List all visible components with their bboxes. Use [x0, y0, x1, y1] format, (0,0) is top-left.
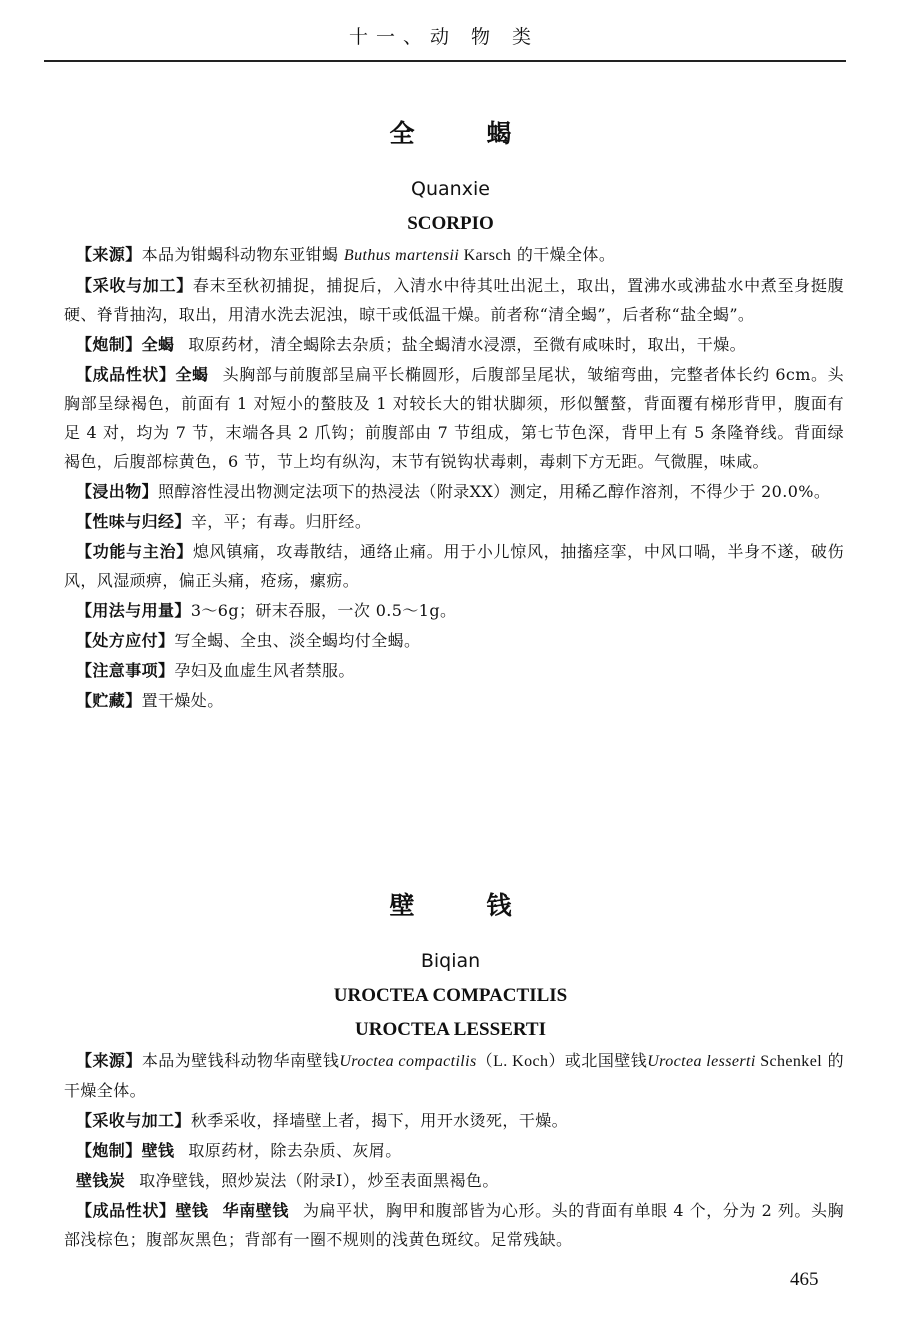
section-pinyin-quanxie: Quanxie	[411, 178, 490, 200]
entry-text: 本品为钳蝎科动物东亚钳蝎	[141, 245, 344, 264]
section-latin-quanxie: SCORPIO	[407, 213, 494, 234]
entry-label: 【注意事项】	[76, 661, 175, 680]
entry-carbonized	[64, 1166, 844, 1195]
entry-label: 【采收与加工】	[76, 276, 193, 295]
entry-label: 【炮制】壁钱	[76, 1141, 175, 1160]
section1-entries	[64, 240, 844, 716]
entry-label: 【来源】	[76, 1051, 142, 1070]
entry-function	[64, 537, 844, 595]
entry-text: （L. Koch）或北国壁钱	[476, 1053, 648, 1070]
entry-text: 取净壁钱，照炒炭法（附录Ⅰ），炒至表面黑褐色。	[139, 1171, 499, 1190]
section-pinyin-biqian: Biqian	[420, 950, 481, 972]
entry-properties	[64, 1196, 844, 1254]
entry-text: 本品为壁钱科动物华南壁钱	[141, 1051, 340, 1070]
entry-label: 【性味与归经】	[76, 512, 191, 531]
entry-text: 置干燥处。	[141, 691, 224, 710]
entry-label: 【贮藏】	[76, 691, 142, 710]
entry-prescription	[64, 626, 844, 655]
entry-harvest	[64, 271, 844, 329]
entry-sublabel: 华南壁钱	[222, 1201, 289, 1220]
species-name: Uroctea lesserti	[647, 1053, 756, 1070]
section-latin-biqian-2: UROCTEA LESSERTI	[355, 1019, 546, 1040]
species-author: Karsch	[459, 247, 512, 264]
entry-text: 取原药材，清全蝎除去杂质；盐全蝎清水浸漂，至微有咸味时，取出，干燥。	[188, 335, 747, 354]
entry-processing	[64, 330, 844, 359]
entry-usage	[64, 596, 844, 625]
entry-source	[64, 240, 844, 270]
entry-text: 写全蝎、全虫、淡全蝎均付全蝎。	[174, 631, 421, 650]
entry-caution	[64, 656, 844, 685]
section-title-quanxie: 全蝎	[389, 119, 584, 148]
entry-properties	[64, 360, 844, 476]
page-number: 465	[790, 1269, 819, 1290]
entry-text: 照醇溶性浸出物测定法项下的热浸法（附录ⅩⅩ）测定，用稀乙醇作溶剂，不得少于 20.0%。	[158, 482, 831, 501]
entry-processing	[64, 1136, 844, 1165]
entry-label: 【处方应付】	[76, 631, 175, 650]
entry-text: 秋季采收，择墙壁上者，揭下，用开水烫死，干燥。	[190, 1111, 569, 1130]
species-name: Buthus martensii	[343, 247, 460, 264]
entry-label: 【采收与加工】	[76, 1111, 191, 1130]
entry-harvest	[64, 1106, 844, 1135]
entry-text: 的干燥全体。	[64, 1051, 844, 1100]
section-title-biqian: 壁钱	[389, 891, 584, 920]
section2-entries	[64, 1046, 844, 1255]
entry-text: 取原药材，除去杂质、灰屑。	[188, 1141, 402, 1160]
entry-text: 为扁平状，胸甲和腹部皆为心形。头的背面有单眼 4 个，分为 2 列。头胸部浅棕色；腹部灰黑色；背部有一圈不规则的浅黄色斑纹。足常残缺。	[64, 1201, 844, 1249]
entry-label: 【浸出物】	[76, 482, 159, 501]
entry-taste	[64, 507, 844, 536]
running-header: 十一、动 物 类	[348, 26, 540, 48]
section-latin-biqian-1: UROCTEA COMPACTILIS	[333, 985, 568, 1006]
entry-label: 【成品性状】壁钱	[76, 1201, 209, 1220]
entry-text: 春末至秋初捕捉，捕捉后，入清水中待其吐出泥土，取出，置沸水或沸盐水中煮至身挺腹硬、脊背抽沟，取出，用清水洗去泥浊，晾干或低温干燥。前者称“清全蝎”，后者称“盐全蝎”。	[64, 276, 844, 324]
entry-text: 3～6g；研末吞服，一次 0.5～1g。	[190, 601, 457, 620]
entry-label: 【炮制】全蝎	[76, 335, 175, 354]
entry-text: 熄风镇痛，攻毒散结，通络止痛。用于小儿惊风，抽搐痉挛，中风口喎，半身不遂，破伤风，风湿顽痹，偏正头痛，疮疡，瘰疬。	[64, 542, 844, 590]
entry-extract	[64, 477, 844, 506]
entry-label: 【用法与用量】	[76, 601, 191, 620]
entry-label: 【成品性状】全蝎	[76, 365, 209, 384]
header-rule	[44, 60, 846, 62]
entry-label: 壁钱炭	[76, 1171, 126, 1190]
entry-text: 头胸部与前腹部呈扁平长椭圆形，后腹部呈尾状，皱缩弯曲，完整者体长约 6cm。头胸部呈绿褐色，前面有 1 对短小的螯肢及 1 对较长大的钳状脚须，形似蟹螯，背面覆有梯形背甲，腹面有足 4 对，均为 7 节，末端各具 2 爪钩；前腹部由 7 节组成，第七节色深，背甲上有 5 条隆脊线。背面绿褐色，后腹部棕黄色，6 节，节上均有纵沟，末节有锐钩状毒刺，毒刺下方无距。气微腥，味咸。	[64, 365, 845, 471]
species-author: Schenkel	[755, 1053, 823, 1070]
species-name: Uroctea compactilis	[339, 1053, 477, 1070]
entry-label: 【功能与主治】	[76, 542, 193, 561]
entry-storage	[64, 686, 844, 715]
entry-label: 【来源】	[76, 245, 142, 264]
entry-text: 的干燥全体。	[511, 245, 616, 264]
entry-text: 辛，平；有毒。归肝经。	[190, 512, 372, 531]
entry-text: 孕妇及血虚生风者禁服。	[174, 661, 355, 680]
entry-source	[64, 1046, 844, 1105]
